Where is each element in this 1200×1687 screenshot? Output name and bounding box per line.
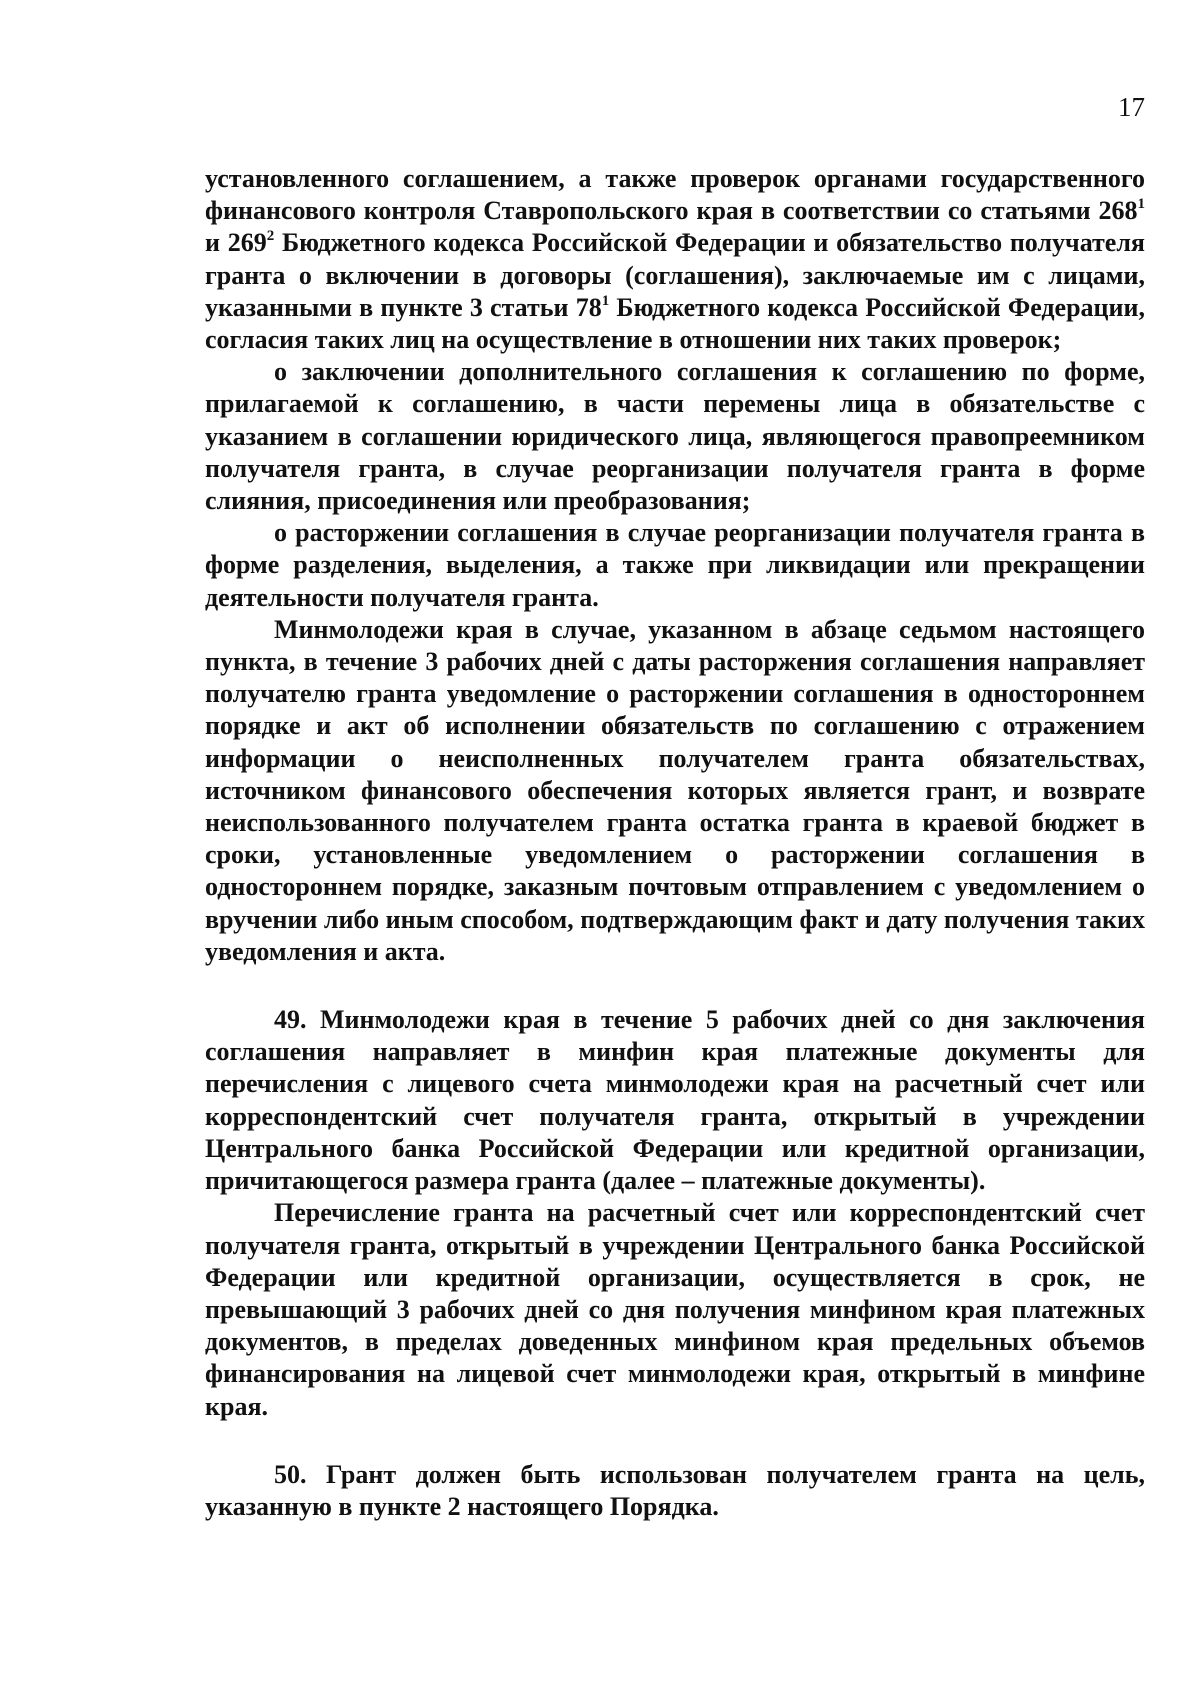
paragraph-item-49: 49. Минмолодежи края в течение 5 рабочих дней со дня заключения соглашения направляет в минфин края платежные документы для перечисления с лицевого счета минмолодежи края на расчетный счет или корреспондентский счет получателя гранта, открытый в учреждении Центрального банка Российской Федерации или кредитной организации, причитающегося размера гранта (далее – платежные документы). (205, 1005, 1145, 1196)
document-body (205, 163, 1145, 1523)
superscript: 1 (1137, 196, 1145, 213)
paragraph-additional-agreement: о заключении дополнительного соглашения к соглашению по форме, прилагаемой к соглашению, в части перемены лица в обязательстве с указанием в соглашении юридического лица, являющегося правопреемником получателя гранта, в случае реорганизации получателя гранта в форме слияния, присоединения или преобразования; (205, 357, 1145, 516)
superscript: 1 (601, 292, 610, 309)
page-number: 17 (1118, 92, 1145, 122)
paragraph-item-50: 50. Грант должен быть использован получателем гранта на цель, указанную в пункте 2 настоящего Порядка. (205, 1459, 1145, 1521)
paragraph-control-checks: установленного соглашением, а также проверок органами государственного финансового контроля Ставропольского края в соответствии со статьями $268^1$ и $269^2$ Бюджетного кодекса Российской Федерации и обязательство получателя гранта о включении в договоры (соглашения), заключаемые им с лицами, указанными в пункте 3 статьи $78^1$ Бюджетного кодекса Российской Федерации, согласия таких лиц на осуществление в отношении них таких проверок; (205, 164, 1145, 355)
paragraph-grant-transfer: Перечисление гранта на расчетный счет или корреспондентский счет получателя гранта, открытый в учреждении Центрального банка Российской Федерации или кредитной организации, осуществляется в срок, не превышающий 3 рабочих дней со дня получения минфином края платежных документов, в пределах доведенных минфином края предельных объемов финансирования на лицевой счет минмолодежи края, открытый в минфине края. (205, 1198, 1145, 1421)
superscript: 2 (266, 228, 275, 245)
paragraph-termination-notice: Минмолодежи края в случае, указанном в абзаце седьмом настоящего пункта, в течение 3 рабочих дней с даты расторжения соглашения направляет получателю гранта уведомление о расторжении соглашения в одностороннем порядке и акт об исполнении обязательств по соглашению с отражением информации о неисполненных получателем гранта обязательствах, источником финансового обеспечения которых является грант, и возврате неиспользованного получателем гранта остатка гранта в краевой бюджет в сроки, установленные уведомлением о расторжении соглашения в одностороннем порядке, заказным почтовым отправлением с уведомлением о вручении либо иным способом, подтверждающим факт и дату получения таких уведомления и акта. (205, 614, 1145, 966)
paragraph-agreement-termination: о расторжении соглашения в случае реорганизации получателя гранта в форме разделения, выделения, а также при ликвидации или прекращении деятельности получателя гранта. (205, 518, 1145, 612)
